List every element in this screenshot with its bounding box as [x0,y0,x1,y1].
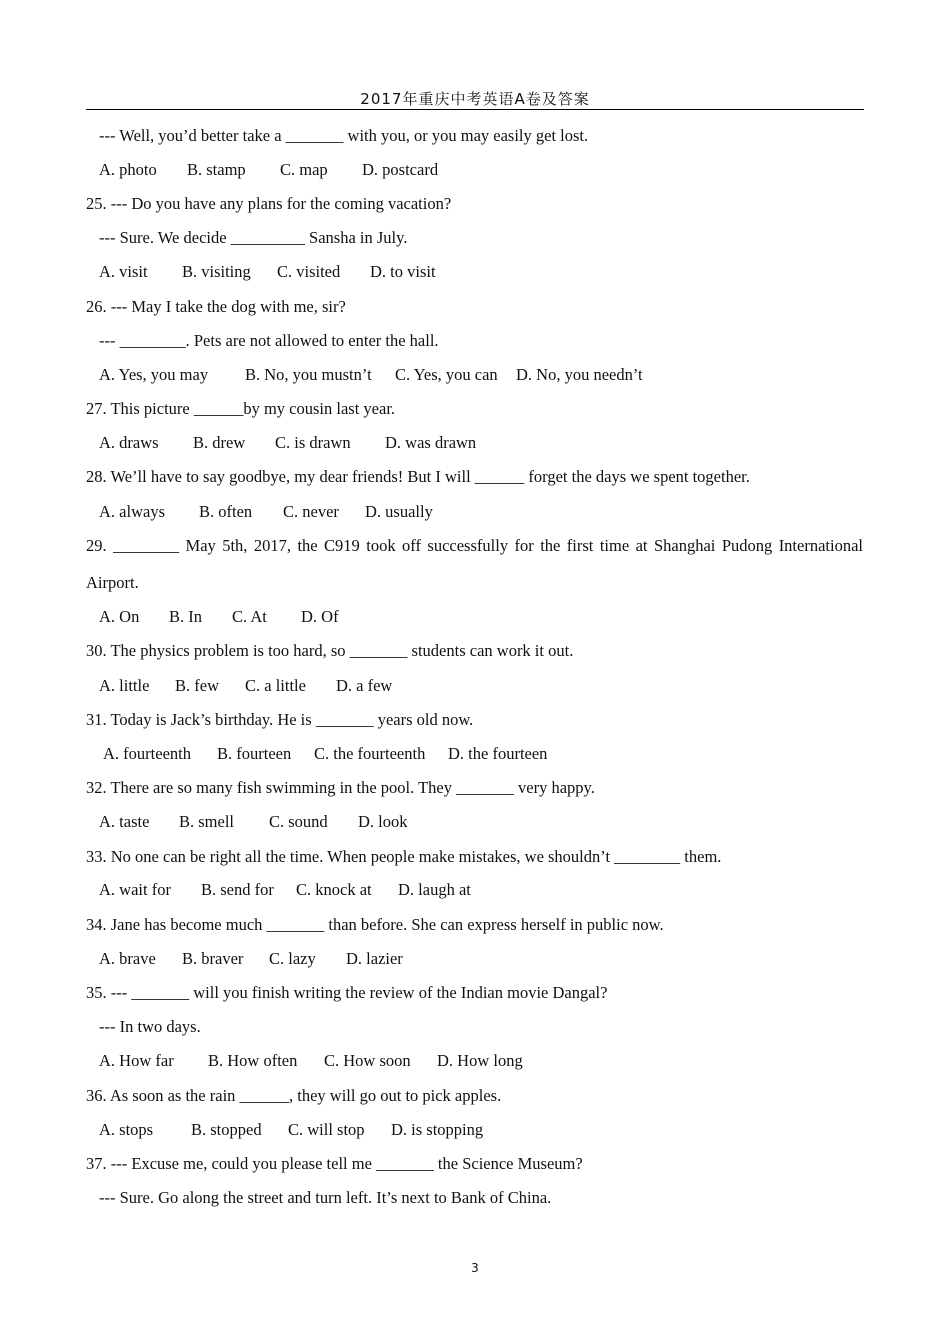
option-d: D. No, you needn’t [516,365,643,384]
option-c: C. Yes, you can [395,365,498,384]
option-b: B. In [169,607,202,626]
question-25: 25. --- Do you have any plans for the coming vacation? [86,194,452,213]
option-b: B. send for [201,880,274,899]
question-37: 37. --- Excuse me, could you please tell me _______ the Science Museum? [86,1154,583,1173]
option-c: C. sound [269,812,328,831]
option-b: B. stamp [187,160,246,179]
option-a: A. Yes, you may [99,365,209,384]
option-b: B. drew [193,433,246,452]
option-a: A. taste [99,812,150,831]
page-number: 3 [471,1261,479,1275]
question-35: 35. --- _______ will you finish writing the review of the Indian movie Dangal? [86,983,608,1002]
option-a: A. always [99,502,165,521]
option-a: A. How far [99,1051,174,1070]
option-c: C. How soon [324,1051,411,1070]
option-d: D. was drawn [385,433,477,452]
option-c: C. map [280,160,328,179]
option-c: C. the fourteenth [314,744,426,763]
option-c: C. a little [245,676,306,695]
option-b: B. How often [208,1051,298,1070]
option-c: C. never [283,502,339,521]
option-d: D. look [358,812,408,831]
question-28: 28. We’ll have to say goodbye, my dear friends! But I will ______ forget the days we spent together. [86,467,750,486]
option-c: C. visited [277,262,341,281]
question-34: 34. Jane has become much _______ than before. She can express herself in public now. [86,915,664,934]
option-a: A. draws [99,433,159,452]
option-b: B. often [199,502,253,521]
option-b: B. stopped [191,1120,262,1139]
option-a: A. fourteenth [103,744,191,763]
question-29: 29. ________ May 5th, 2017, the C919 took off successfully for the first time at Shanghai Pudong International [86,536,863,555]
option-a: A. stops [99,1120,154,1139]
option-b: B. No, you mustn’t [245,365,372,384]
option-a: A. brave [99,949,156,968]
question-24-line: --- Well, you’d better take a _______ with you, or you may easily get lost. [99,126,589,145]
option-c: C. will stop [288,1120,365,1139]
question-30: 30. The physics problem is too hard, so _______ students can work it out. [86,641,574,660]
option-a: A. visit [99,262,148,281]
question-31: 31. Today is Jack’s birthday. He is _______ years old now. [86,710,474,729]
option-b: B. smell [179,812,235,831]
document-title: 2017年重庆中考英语A卷及答案 [360,90,590,108]
option-d: D. a few [336,676,393,695]
option-d: D. Of [301,607,339,626]
option-b: B. fourteen [217,744,292,763]
question-26: 26. --- May I take the dog with me, sir? [86,297,346,316]
option-b: B. visiting [182,262,251,281]
option-c: C. is drawn [275,433,351,452]
option-d: D. postcard [362,160,439,179]
option-d: D. usually [365,502,433,521]
option-d: D. lazier [346,949,403,968]
question-33: 33. No one can be right all the time. When people make mistakes, we shouldn’t ________ them. [86,847,722,866]
question-29-continued: Airport. [86,573,139,592]
question-37-reply: --- Sure. Go along the street and turn left. It’s next to Bank of China. [99,1188,552,1207]
option-c: C. At [232,607,267,626]
option-c: C. knock at [296,880,372,899]
question-26-reply: --- ________. Pets are not allowed to enter the hall. [99,331,439,350]
option-a: A. little [99,676,150,695]
option-a: A. On [99,607,140,626]
option-d: D. the fourteen [448,744,548,763]
question-25-reply: --- Sure. We decide _________ Sansha in July. [99,228,408,247]
option-d: D. to visit [370,262,436,281]
option-b: B. few [175,676,219,695]
header-divider [86,109,864,110]
option-c: C. lazy [269,949,316,968]
option-d: D. How long [437,1051,523,1070]
option-d: D. is stopping [391,1120,484,1139]
option-a: A. photo [99,160,157,179]
question-32: 32. There are so many fish swimming in the pool. They _______ very happy. [86,778,595,797]
question-36: 36. As soon as the rain ______, they will go out to pick apples. [86,1086,502,1105]
option-d: D. laugh at [398,880,471,899]
option-b: B. braver [182,949,244,968]
option-a: A. wait for [99,880,171,899]
question-35-reply: --- In two days. [99,1017,201,1036]
question-27: 27. This picture ______by my cousin last year. [86,399,396,418]
